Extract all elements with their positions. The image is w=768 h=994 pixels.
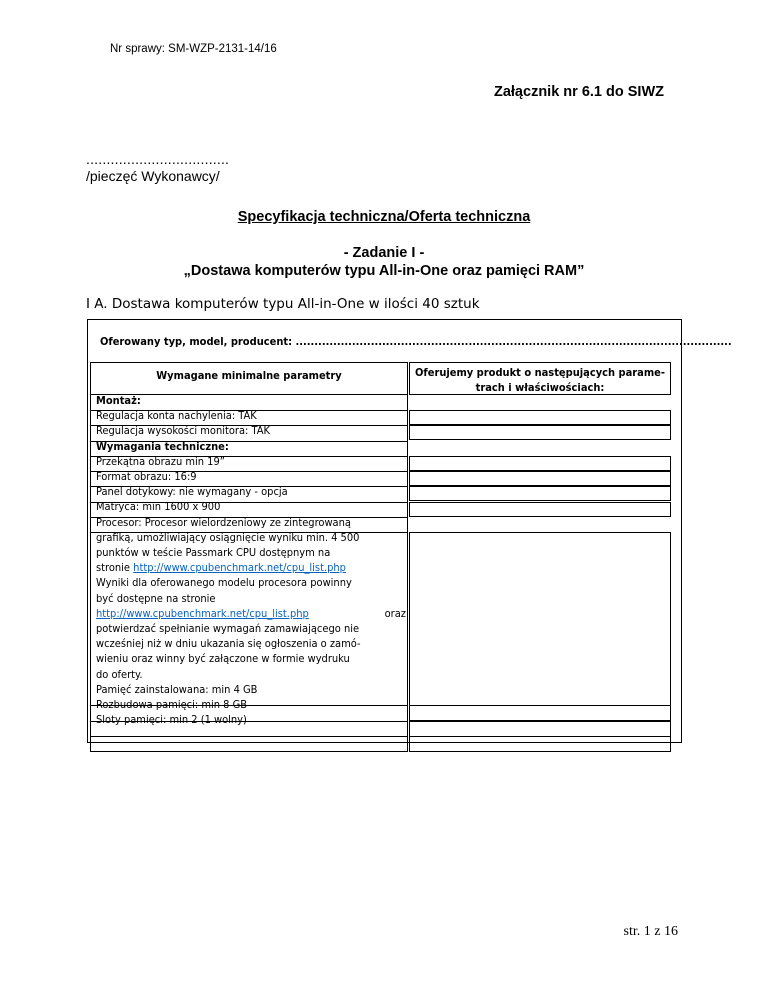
param-diagonal: Przekątna obrazu min 19” [96,454,225,468]
row-separator [90,425,408,426]
params-column-border [90,395,408,752]
param-montaz: Montaż: [96,394,141,407]
answer-cell-height[interactable] [409,425,671,440]
row-separator [90,736,408,737]
case-number: Nr sprawy: SM-WZP-2131-14/16 [110,43,277,55]
param-height: Regulacja wysokości monitora: TAK [96,424,270,438]
cpubenchmark-link-2[interactable]: http://www.cpubenchmark.net/cpu_list.php [96,606,309,620]
spec-title: Specyfikacja techniczna/Oferta techniczna [237,209,531,225]
param-cpu-line-8: potwierdzać spełnianie wymagań zamawiającego nie [96,622,360,636]
task-title [0,244,768,280]
row-separator [90,441,408,442]
row-separator [90,517,408,518]
answer-cell-cpu[interactable] [409,532,671,706]
row-separator [90,410,408,411]
param-cpu-line-6: być dostępne na stronie [96,591,216,605]
contractor-stamp-label: /pieczęć Wykonawcy/ [86,168,220,184]
param-tech: Wymagania techniczne: [96,439,229,453]
answer-cell-matrix[interactable] [409,502,671,517]
row-separator [90,705,408,706]
param-cpu-line-3: punktów w teście Passmark CPU dostępnym na [96,546,331,560]
row-separator [90,486,408,487]
param-cpu-line-11: do oferty. [96,667,143,681]
header-offered-params [409,362,671,395]
param-cpu-line-1: Procesor: Procesor wielordzeniowy ze zintegrowaną [96,515,351,529]
param-cpu-line-9: wcześniej niż w dniu ukazania się ogłoszenia o zamó- [96,637,361,651]
param-slots: Sloty pamięci: min 2 (1 wolny) [96,713,247,727]
param-cpu-line-10: wieniu oraz winny być załączone w formie wydruku [96,652,350,666]
row-separator [90,471,408,472]
answer-cell-touch[interactable] [409,486,671,501]
answer-cell-slots[interactable] [409,736,671,752]
answer-cell-tilt[interactable] [409,410,671,425]
page-number: str. 1 z 16 [623,924,678,939]
param-ram: Pamięć zainstalowana: min 4 GB [96,682,258,696]
task-line-2: „Dostawa komputerów typu All-in-One oraz pamięci RAM” [183,263,585,279]
row-separator [90,532,408,533]
param-ram-ext: Rozbudowa pamięci: min 8 GB [96,698,248,712]
row-separator [90,502,408,503]
task-line-1: - Zadanie I - [343,245,425,261]
stamp-dots: ................................... [86,151,230,167]
param-cpu-line-2: grafiką, umożliwiający osiągnięcie wyniku min. 4 500 [96,530,360,544]
row-separator [90,456,408,457]
header-required-params: Wymagane minimalne parametry [90,362,408,395]
section-heading: I A. Dostawa komputerów typu All-in-One w ilości 40 sztuk [86,296,480,312]
param-touch: Panel dotykowy: nie wymagany - opcja [96,485,288,499]
cpu-oraz-label: oraz [384,606,406,620]
cpubenchmark-link-1[interactable]: http://www.cpubenchmark.net/cpu_list.php [133,561,346,575]
answer-cell-ram-ext[interactable] [409,721,671,737]
answer-cell-ram[interactable] [409,705,671,721]
header-offered-line-2: trach i właściwościach: [475,381,605,395]
row-separator [90,721,408,722]
param-tilt: Regulacja konta nachylenia: TAK [96,409,257,423]
offered-model-line: Oferowany typ, model, producent: .................................................................................................................... [100,335,732,348]
cpu-stronie-label: stronie [96,561,134,575]
header-offered-line-1: Oferujemy produkt o następujących parame- [415,366,665,379]
param-cpu-line-5: Wyniki dla oferowanego modelu procesora powinny [96,576,352,590]
param-matrix: Matryca: min 1600 x 900 [96,500,221,514]
answer-cell-diagonal[interactable] [409,456,671,471]
annex-title: Załącznik nr 6.1 do SIWZ [493,84,664,100]
answer-cell-format[interactable] [409,471,671,486]
param-format: Format obrazu: 16:9 [96,470,197,484]
